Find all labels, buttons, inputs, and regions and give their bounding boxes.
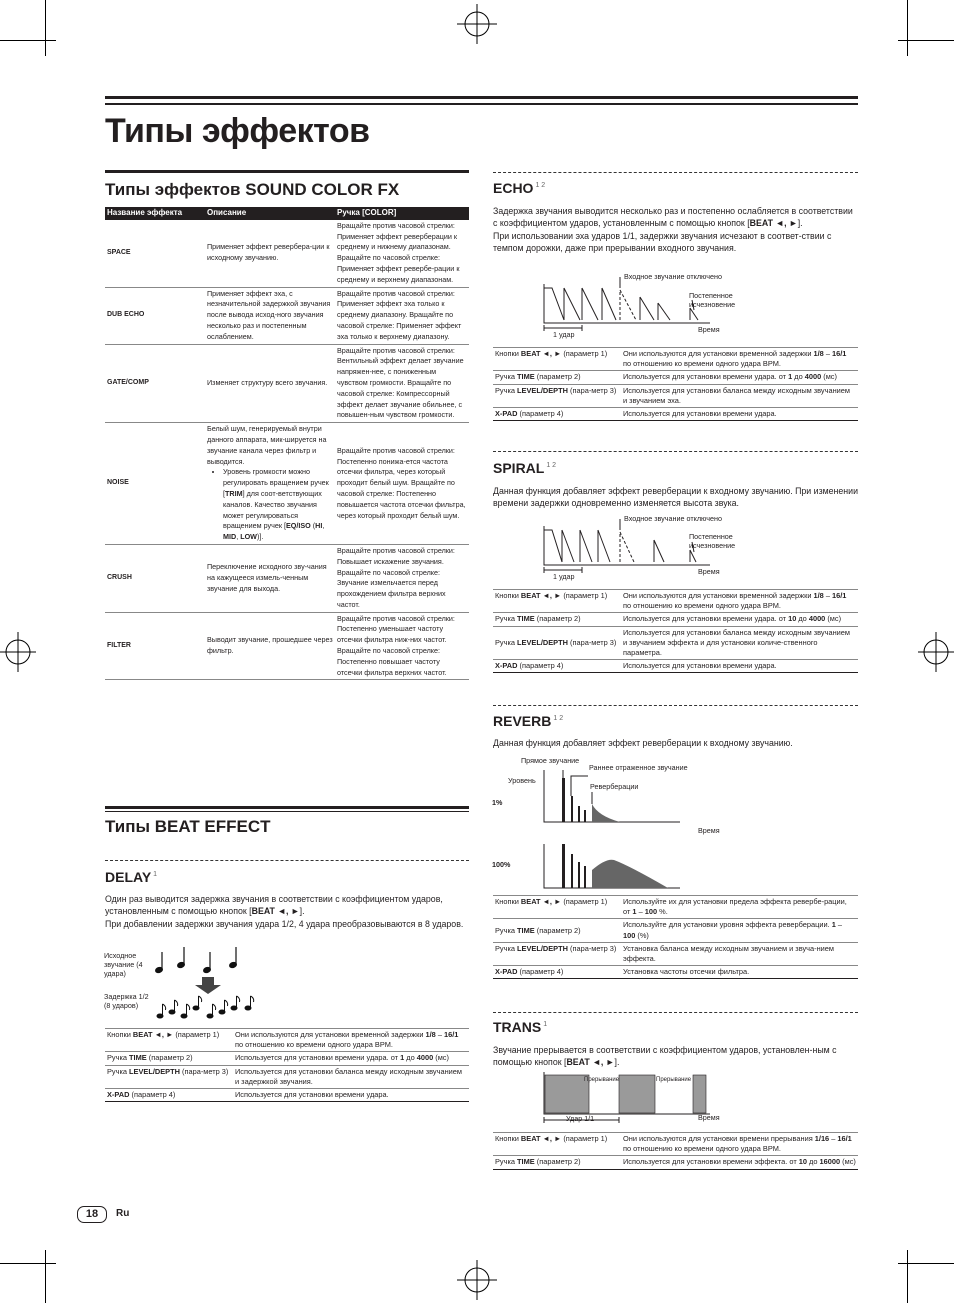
diagram-label: Уровень: [508, 776, 536, 785]
diagram-label: Входное звучание отключено: [624, 514, 722, 523]
param-name: Ручка TIME (параметр 2): [493, 613, 621, 626]
delay-diagram: [150, 946, 270, 1024]
param-desc: Они используются для установки временной задержки 1/8 – 16/1 по отношению ко времени одного удара BPM.: [621, 590, 858, 613]
echo-param-table: [493, 347, 858, 421]
diagram-label: Прерывание: [584, 1077, 620, 1083]
effect-name: SPACE: [105, 220, 205, 287]
diagram-label: 100%: [492, 860, 511, 869]
delay-param-table: [105, 1028, 469, 1102]
trans-heading: TRANS $^1$: [493, 1019, 548, 1035]
section-rule: [105, 811, 469, 812]
knob-description: Вращайте против часовой стрелки: Постепенно понижа-ется частота отсечки фильтра, через который проходит белый шум. Вращайте по часовой стрелке: Постепенно повышается частота отсечки фильтра, через который проходит белый шум.: [335, 423, 469, 545]
diagram-label: Прямое звучание: [521, 756, 580, 765]
knob-description: Вращайте против часовой стрелки: Вентильный эффект делает звучание напряжен-нее, с пониженным чувством громкости. Вращайте по часовой стрелке: Компрессорный эффект делает звучание обильнее, с повышен-ным чувством громкости.: [335, 344, 469, 423]
param-desc: Установка баланса между исходным звучанием и звуча-нием эффекта.: [621, 942, 858, 965]
param-desc: Используется для установки времени удара. от 1 до 4000 (мс): [233, 1052, 469, 1065]
table-row: [105, 423, 469, 545]
table-row: [105, 612, 469, 680]
diagram-label: Время: [698, 567, 720, 576]
reverb-paragraph: Данная функция добавляет эффект реверберации к входному звучанию.: [493, 738, 793, 748]
registration-mark: [457, 4, 497, 44]
table-row: [105, 344, 469, 423]
table-row: [493, 348, 858, 371]
diagram-label: Время: [698, 826, 720, 835]
table-row: [493, 371, 858, 384]
table-row: [493, 1156, 858, 1169]
page-number: 18: [77, 1206, 107, 1223]
table-row: [105, 1065, 469, 1088]
registration-mark: [0, 632, 36, 672]
param-desc: Они используются для установки временной задержки 1/8 – 16/1 по отношению ко времени одного удара BPM.: [233, 1029, 469, 1052]
diagram-label: Раннее отраженное звучание: [589, 763, 688, 772]
param-name: Кнопки BEAT ◄, ► (параметр 1): [105, 1029, 233, 1052]
trans-param-table: [493, 1132, 858, 1170]
table-row: [493, 919, 858, 942]
param-desc: Установка частоты отсечки фильтра.: [621, 966, 858, 979]
crop-mark: [0, 1263, 56, 1264]
diagram-label: Реверберации: [590, 782, 639, 791]
divider: [493, 451, 858, 452]
trans-paragraph: Звучание прерывается в соответствии с коэффициентом ударов, установлен-ным с помощью кнопок [BEAT ◄, ►].: [493, 1045, 837, 1068]
param-name: Кнопки BEAT ◄, ► (параметр 1): [493, 590, 621, 613]
param-name: Кнопки BEAT ◄, ► (параметр 1): [493, 896, 621, 919]
param-desc: Используется для установки баланса между исходным звучанием и звучанием эха.: [621, 384, 858, 407]
param-name: Ручка LEVEL/DEPTH (пара-метр 3): [493, 384, 621, 407]
crop-mark: [45, 0, 46, 56]
param-name: Ручка LEVEL/DEPTH (пара-метр 3): [105, 1065, 233, 1088]
param-name: Ручка TIME (параметр 2): [493, 1156, 621, 1169]
page-title: Типы эффектов: [105, 112, 370, 150]
divider: [493, 1012, 858, 1013]
diagram-label: 1 удар: [553, 330, 575, 339]
effect-description: Выводит звучание, прошедшее через фильтр.: [205, 612, 335, 680]
param-name: X-PAD (параметр 4): [493, 408, 621, 421]
crop-mark: [45, 1250, 46, 1303]
param-name: Кнопки BEAT ◄, ► (параметр 1): [493, 348, 621, 371]
echo-paragraph: Задержка звучания выводится несколько раз и постепенно ослабляется в соответствии с коэффициентом ударов, установленным с помощью кнопок [BEAT ◄, ►]. При использовании эха ударов 1/1, задержки звучания исчезают в соответ-ствии с темпом дорожки, даже при прерывании входного звучания.: [493, 206, 853, 254]
beat-effect-heading: Типы BEAT EFFECT: [105, 817, 271, 836]
table-row: [493, 1133, 858, 1156]
diagram-label: Постепенное исчезновение: [689, 291, 736, 309]
effect-name: GATE/COMP: [105, 344, 205, 423]
param-desc: Используется для установки времени удара.: [621, 408, 858, 421]
param-desc: Они используются для установки времени прерывания 1/16 – 16/1 по отношению ко времени одного удара BPM.: [621, 1133, 858, 1156]
knob-description: Вращайте против часовой стрелки: Постепенно уменьшает частоту отсечки фильтра ниж-них частот. Вращайте по часовой стрелке: Постепенно повышает частоту отсечки фильтра верхних частот.: [335, 612, 469, 680]
knob-description: Вращайте против часовой стрелки: Повышает искажение звучания. Вращайте по часовой стрелке: Звучание измельчается перед прохождением фильтра верхних частот.: [335, 544, 469, 612]
table-row: [493, 384, 858, 407]
param-name: Ручка TIME (параметр 2): [493, 371, 621, 384]
table-row: [105, 287, 469, 344]
crop-mark: [898, 1263, 954, 1264]
param-desc: Они используются для установки временной задержки 1/8 – 16/1 по отношению ко времени одного удара BPM.: [621, 348, 858, 371]
effect-name: NOISE: [105, 423, 205, 545]
diagram-label: Время: [698, 325, 720, 334]
table-row: [105, 1089, 469, 1102]
reverb-heading: REVERB $^{1 2}$: [493, 713, 564, 729]
param-desc: Используется для установки времени эффекта. от 10 до 16000 (мс): [621, 1156, 858, 1169]
param-desc: Используйте их для установки предела эффекта ревербе-рации, от 1 – 100 %.: [621, 896, 858, 919]
effect-description: Применяет эффект ревербера-ции к исходному звучанию.: [205, 220, 335, 287]
effect-description: [205, 423, 335, 545]
table-row: [105, 544, 469, 612]
crop-mark: [907, 0, 908, 56]
table-row: [493, 896, 858, 919]
crop-mark: [0, 40, 56, 41]
table-row: [493, 613, 858, 626]
effect-description: Изменяет структуру всего звучания.: [205, 344, 335, 423]
reverb-param-table: [493, 895, 858, 979]
table-row: [493, 408, 858, 421]
param-name: X-PAD (параметр 4): [105, 1089, 233, 1102]
table-row: [105, 1029, 469, 1052]
knob-description: Вращайте против часовой стрелки: Применяет эффект реверберации к среднему и нижнему диапазонам. Вращайте по часовой стрелке: Применяет эффект ревербе-рации к среднему и верхнему диапазонам.: [335, 220, 469, 287]
param-desc: Используется для установки времени удара.: [233, 1089, 469, 1102]
param-name: Кнопки BEAT ◄, ► (параметр 1): [493, 1133, 621, 1156]
effect-name: DUB ECHO: [105, 287, 205, 344]
param-name: X-PAD (параметр 4): [493, 966, 621, 979]
knob-description: Вращайте против часовой стрелки: Применяет эффект эха только к среднему диапазону. Вращайте по часовой стрелке: Применяет эффект эха только к верхнему диапазону.: [335, 287, 469, 344]
registration-mark: [457, 1260, 497, 1300]
effect-description: Переключение исходного зву-чания на кажущееся измель-ченным звучание для выхода.: [205, 544, 335, 612]
table-row: [493, 966, 858, 979]
diagram-label: Исходное звучание (4 удара): [104, 951, 143, 978]
effect-name: FILTER: [105, 612, 205, 680]
section-rule: [105, 170, 469, 173]
table-row: [493, 660, 858, 673]
spiral-param-table: [493, 589, 858, 673]
table-row: [105, 1052, 469, 1065]
diagram-label: Задержка 1/2 (8 ударов): [104, 992, 149, 1010]
table-row: [105, 220, 469, 287]
table-row: [493, 942, 858, 965]
diagram-label: Постепенное исчезновение: [689, 532, 736, 550]
param-name: Ручка TIME (параметр 2): [493, 919, 621, 942]
table-row: [493, 590, 858, 613]
param-name: Ручка LEVEL/DEPTH (пара-метр 3): [493, 942, 621, 965]
description-text: Белый шум, генерируемый внутри данного аппарата, мик-шируется на звучание канала через фильтр и выводится.: [207, 424, 327, 466]
crop-mark: [898, 40, 954, 41]
delay-paragraph: Один раз выводится задержка звучания в соответствии с коэффициентом ударов, установленным с помощью кнопок [BEAT ◄, ►]. При добавлении задержки звучания удара 1/2, 4 удара преобразовываются в 8 ударов.: [105, 894, 464, 929]
divider: [105, 860, 469, 861]
param-desc: Используйте для установки уровня эффекта реверберации. 1 – 100 (%): [621, 919, 858, 942]
param-desc: Используется для установки баланса между исходным звучанием и задержкой звучания.: [233, 1065, 469, 1088]
effect-name: CRUSH: [105, 544, 205, 612]
table-header-row: [105, 207, 469, 220]
spiral-paragraph: Данная функция добавляет эффект реверберации к входному звучанию. При изменении времени задержки одновременно изменяется высота звука.: [493, 486, 858, 509]
column-header: Название эффекта: [105, 207, 205, 220]
language-code: Ru: [116, 1208, 130, 1219]
sound-color-table: [105, 207, 469, 680]
top-rule: [105, 96, 858, 99]
divider: [493, 705, 858, 706]
sound-color-heading: Типы эффектов SOUND COLOR FX: [105, 180, 400, 199]
param-desc: Используется для установки баланса между исходным звучанием и звучанием эффекта и для установки количе-ственного параметра.: [621, 626, 858, 660]
table-row: [493, 626, 858, 660]
list-item: • Уровень громкости можно регулировать вращением ручек [TRIM] для соот-ветствующих каналов. Качество звучания может регулироваться вращением ручек [EQ/ISO (HI, MID, LOW)].: [223, 467, 333, 543]
param-name: X-PAD (параметр 4): [493, 660, 621, 673]
bullet-list: [207, 467, 333, 543]
echo-heading: ECHO $^{1 2}$: [493, 180, 546, 196]
diagram-label: 1%: [492, 798, 503, 807]
column-header: Ручка [COLOR]: [335, 207, 469, 220]
param-name: Ручка LEVEL/DEPTH (пара-метр 3): [493, 626, 621, 660]
diagram-label: Прерывание: [656, 1077, 692, 1083]
delay-heading: DELAY $^1$: [105, 869, 158, 885]
param-desc: Используется для установки времени удара.: [621, 660, 858, 673]
param-desc: Используется для установки времени удара. от 1 до 4000 (мс): [621, 371, 858, 384]
diagram-label: 1 удар: [553, 572, 575, 581]
param-desc: Используется для установки времени удара. от 10 до 4000 (мс): [621, 613, 858, 626]
spiral-heading: SPIRAL $^{1 2}$: [493, 460, 557, 476]
diagram-label: Входное звучание отключено: [624, 272, 722, 281]
param-name: Ручка TIME (параметр 2): [105, 1052, 233, 1065]
divider: [493, 172, 858, 173]
registration-mark: [918, 632, 954, 672]
top-rule: [105, 103, 858, 105]
section-rule: [105, 806, 469, 809]
diagram-label: Время: [698, 1113, 720, 1122]
column-header: Описание: [205, 207, 335, 220]
diagram-label: Удар 1/1: [566, 1114, 595, 1123]
effect-description: Применяет эффект эха, с незначительной задержкой звучания после вывода исход-ного звучания несколько раз и постепенным ослаблением.: [205, 287, 335, 344]
crop-mark: [907, 1250, 908, 1303]
